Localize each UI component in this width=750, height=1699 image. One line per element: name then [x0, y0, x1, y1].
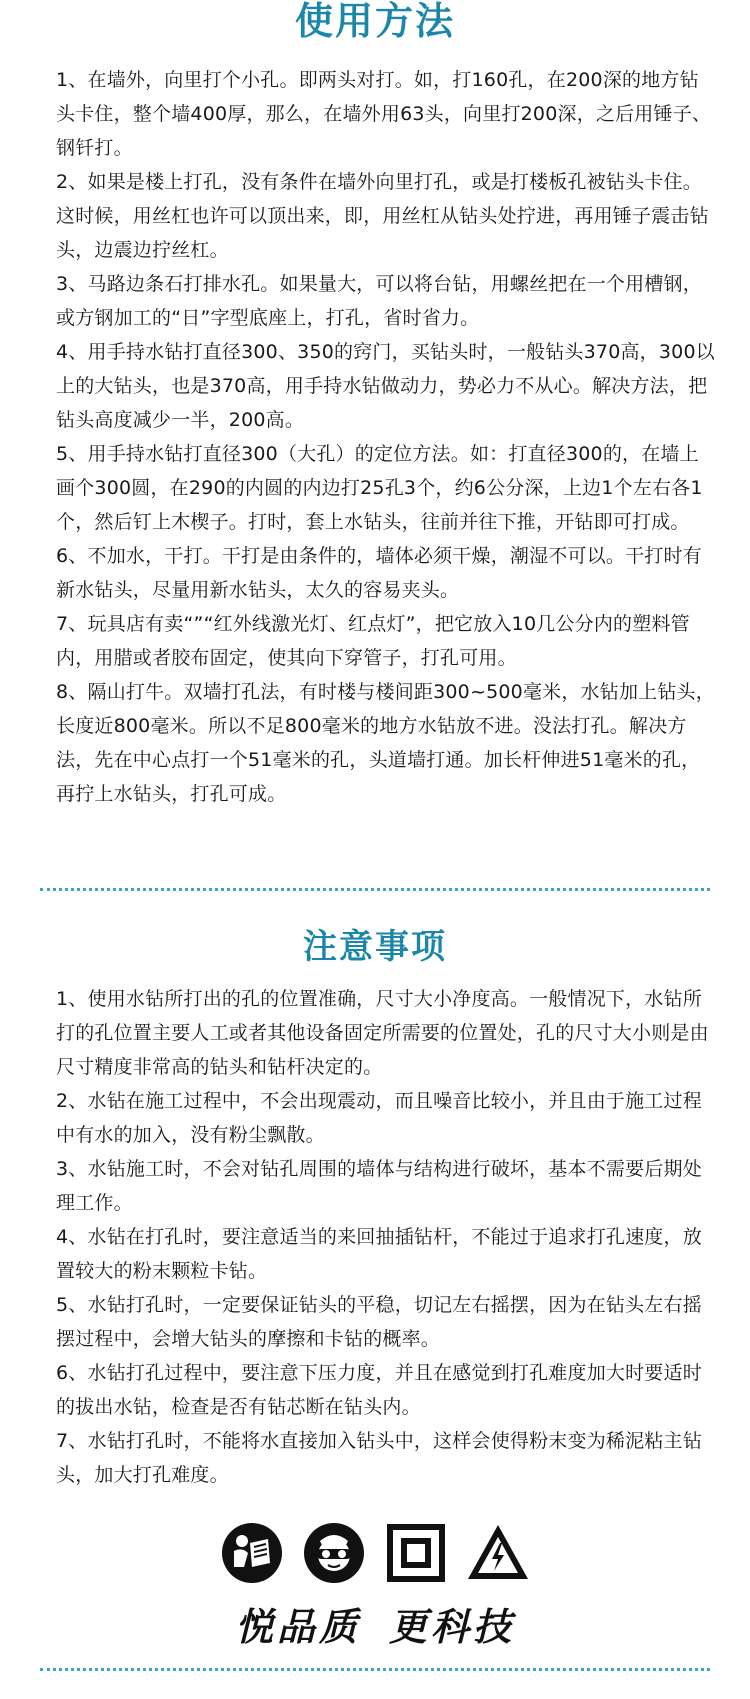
notes-item-5: 5、水钻打孔时，一定要保证钻头的平稳，切记左右摇摆，因为在钻头左右摇摆过程中，会增大钻头的摩擦和卡钻的概率。 [56, 1294, 702, 1350]
dotted-divider [40, 888, 710, 891]
notes-item-3: 3、水钻施工时，不会对钻孔周围的墙体与结构进行破坏，基本不需要后期处理工作。 [56, 1158, 702, 1214]
usage-item-6: 6、不加水，干打。干打是由条件的，墙体必须干燥，潮湿不可以。干打时有新水钻头，尽量用新水钻头，太久的容易夹头。 [56, 545, 702, 601]
usage-item-1: 1、在墙外，向里打个小孔。即两头对打。如，打160孔，在200深的地方钻头卡住，整个墙400厚，那么，在墙外用63头，向里打200深，之后用锤子、钢钎打。 [56, 69, 712, 159]
usage-item-7: 7、玩具店有卖“”“红外线激光灯、红点灯”，把它放入10几公分内的塑料管内，用腊或者胶布固定，使其向下穿管子，打孔可用。 [56, 613, 690, 669]
usage-item-4: 4、用手持水钻打直径300、350的窍门，买钻头时，一般钻头370高，300以上的大钻头，也是370高，用手持水钻做动力，势必力不从心。解决方法，把钻头高度减少一半，200高。 [56, 341, 715, 431]
usage-item-2: 2、如果是楼上打孔，没有条件在墙外向里打孔，或是打楼板孔被钻头卡住。这时候，用丝杠也许可以顶出来，即，用丝杠从钻头处拧进，再用锤子震击钻头，边震边拧丝杠。 [56, 171, 709, 261]
double-insulation-icon [383, 1520, 449, 1586]
safety-icons [0, 1520, 750, 1586]
usage-item-8: 8、隔山打牛。双墙打孔法，有时楼与楼间距300~500毫米，水钻加上钻头，长度近800毫米。所以不足800毫米的地方水钻放不进。没法打孔。解决方法，先在中心点打一个51毫米的孔，头道墙打通。加长杆伸进51毫米的孔，再拧上水钻头，打孔可成。 [56, 681, 715, 805]
notes-list [56, 982, 716, 1492]
slogan-part-2: 更科技 [389, 1604, 516, 1649]
usage-list [56, 63, 716, 811]
usage-item-5: 5、用手持水钻打直径300（大孔）的定位方法。如：打直径300的，在墙上画个300圆，在290的内圆的内边打25孔3个，约6公分深，上边1个左右各1个，然后钉上木楔子。打时，套上水钻头，往前并往下推，开钻即可打成。 [56, 443, 703, 533]
notes-item-4: 4、水钻在打孔时，要注意适当的来回抽插钻杆，不能过于追求打孔速度，放置较大的粉末颗粒卡钻。 [56, 1226, 702, 1282]
brand-slogan [0, 1596, 750, 1651]
notes-item-1: 1、使用水钻所打出的孔的位置准确，尺寸大小净度高。一般情况下，水钻所打的孔位置主要人工或者其他设备固定所需要的位置处，孔的尺寸大小则是由尺寸精度非常高的钻头和钻杆决定的。 [56, 988, 709, 1078]
usage-title: 使用方法 [294, 0, 455, 43]
notes-item-6: 6、水钻打孔过程中，要注意下压力度，并且在感觉到打孔难度加大时要适时的拔出水钻，检查是否有钻芯断在钻头内。 [56, 1362, 702, 1418]
dotted-divider-bottom [40, 1668, 710, 1671]
usage-item-3: 3、马路边条石打排水孔。如果量大，可以将台钻，用螺丝把在一个用槽钢，或方钢加工的“日”字型底座上，打孔，省时省力。 [56, 273, 702, 329]
electric-hazard-icon [465, 1520, 531, 1586]
reading-manual-icon [219, 1520, 285, 1586]
notes-item-7: 7、水钻打孔时，不能将水直接加入钻头中，这样会使得粉末变为稀泥粘主钻头，加大打孔难度。 [56, 1430, 702, 1486]
notes-item-2: 2、水钻在施工过程中，不会出现震动，而且噪音比较小，并且由于施工过程中有水的加入，没有粉尘飘散。 [56, 1090, 702, 1146]
safety-goggles-icon [301, 1520, 367, 1586]
notes-title: 注意事项 [303, 927, 447, 967]
slogan-part-1: 悦品质 [234, 1604, 361, 1649]
